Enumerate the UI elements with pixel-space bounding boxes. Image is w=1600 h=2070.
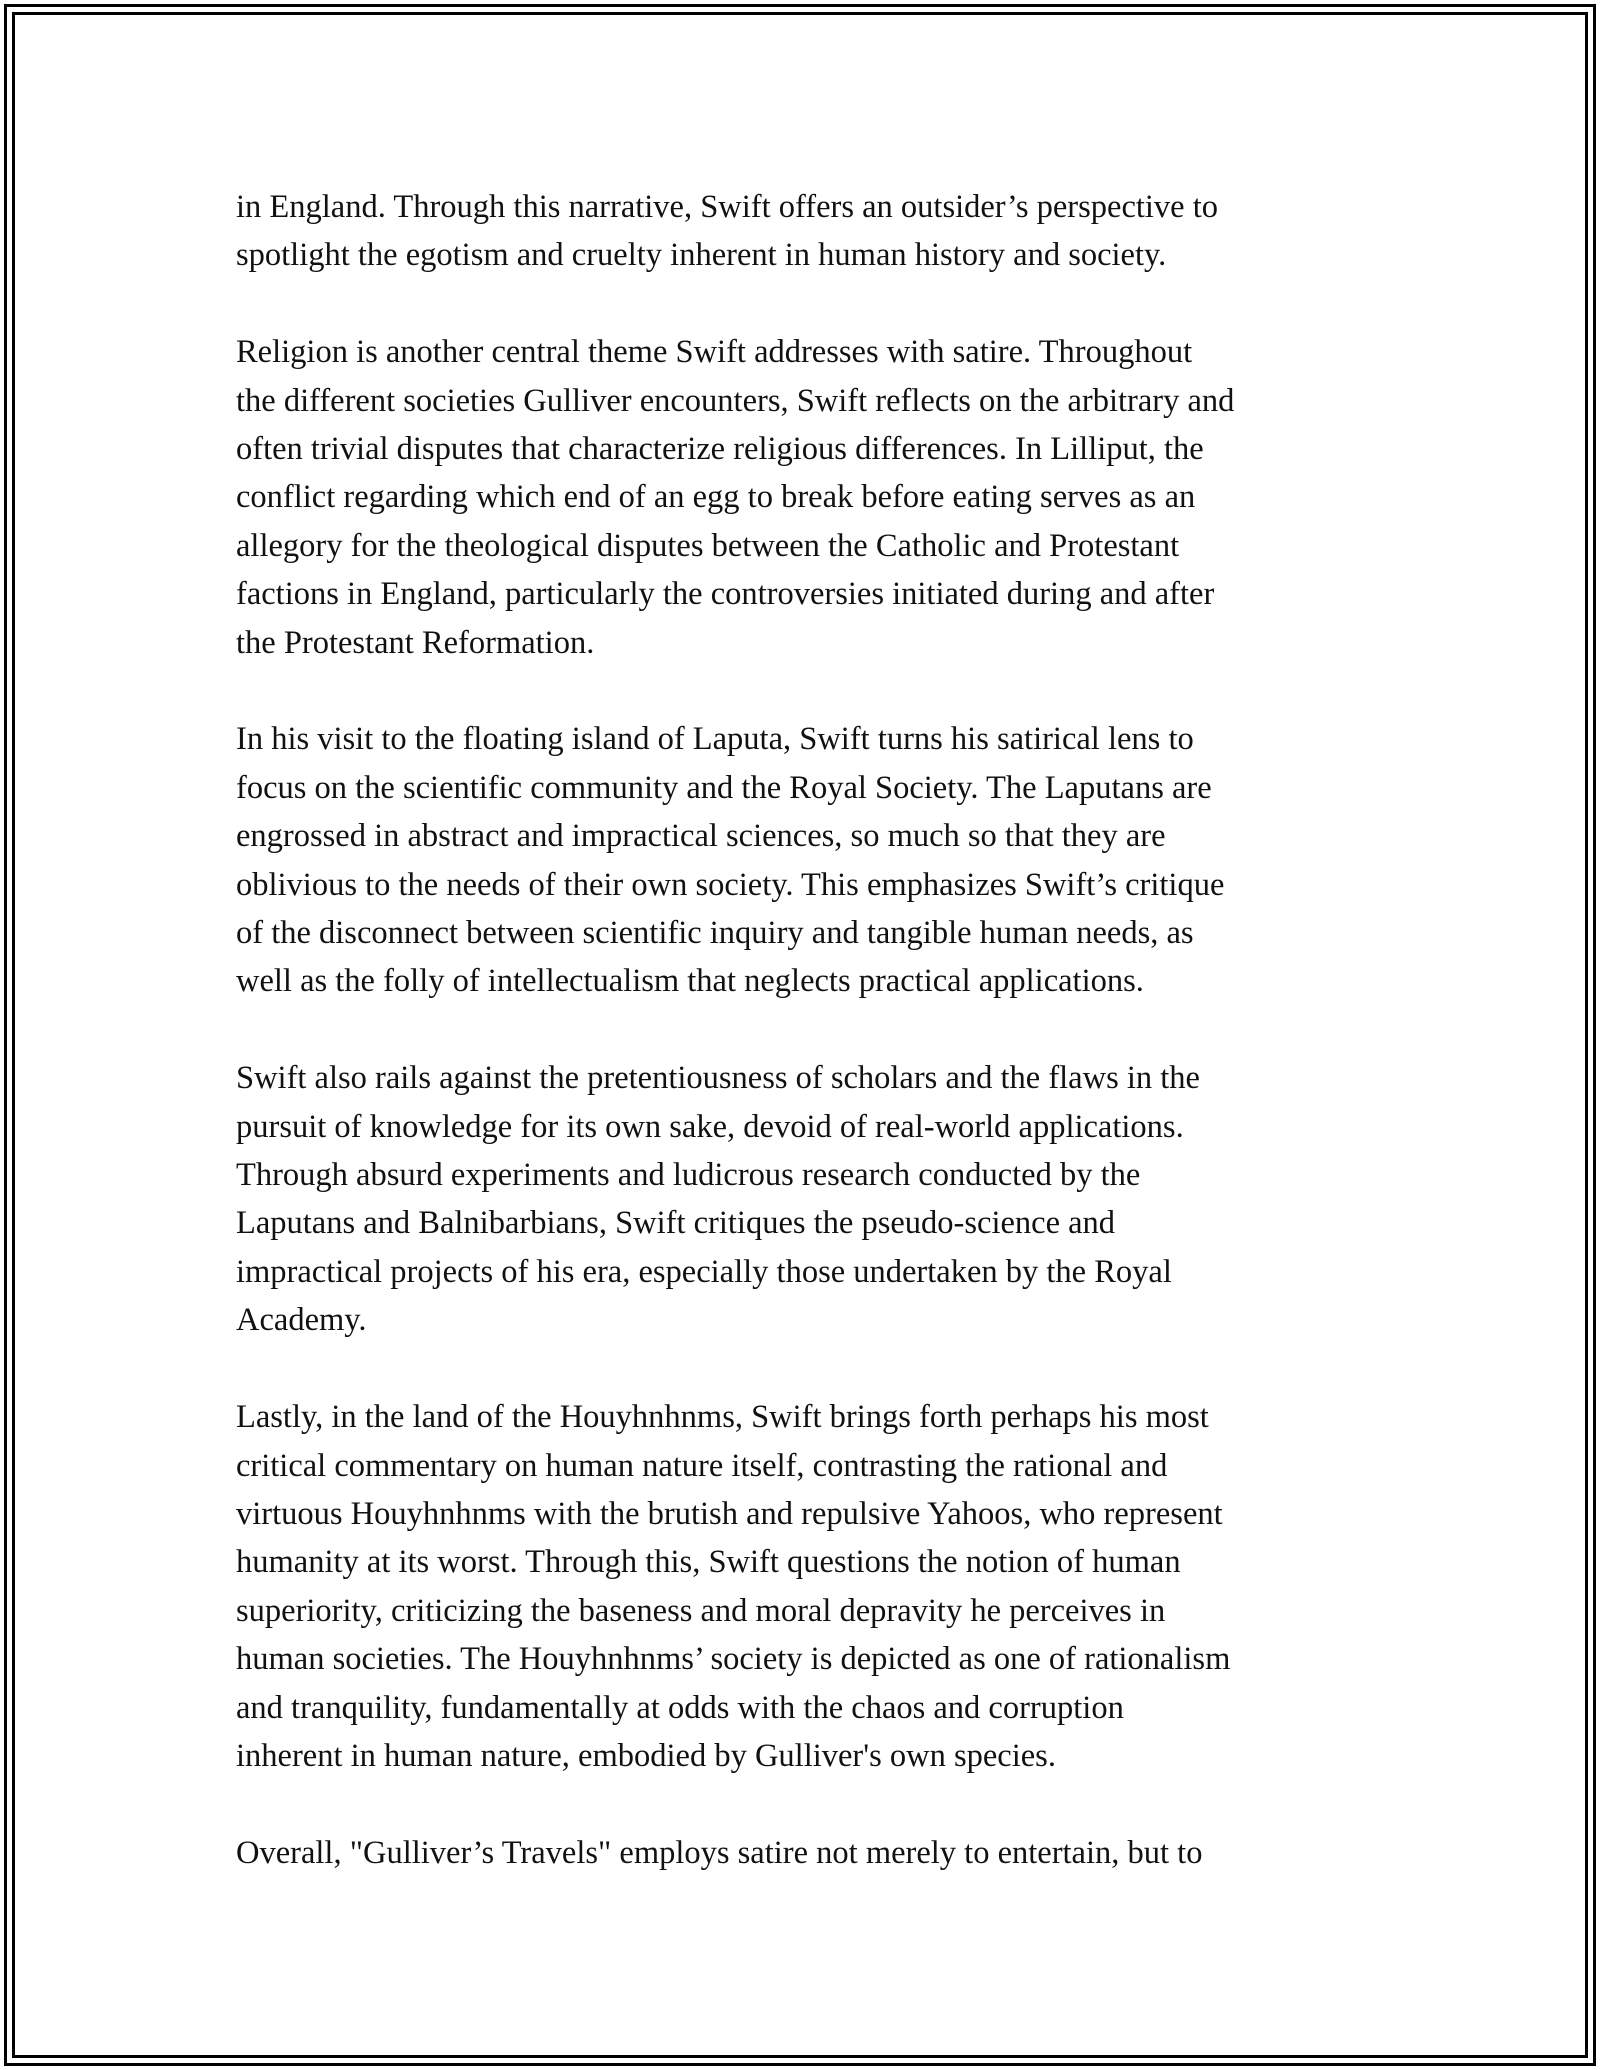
text-line: Swift also rails against the pretentiousness of scholars and the flaws in the: [236, 1060, 1200, 1097]
paragraph-4: [236, 1054, 1386, 1344]
text-line: and tranquility, fundamentally at odds with the chaos and corruption: [236, 1689, 1124, 1726]
text-line: well as the folly of intellectualism that neglects practical applications.: [236, 963, 1144, 1000]
text-line: of the disconnect between scientific inquiry and tangible human needs, as: [236, 915, 1194, 952]
text-line: inherent in human nature, embodied by Gulliver's own species.: [236, 1737, 1056, 1774]
text-line: impractical projects of his era, especially those undertaken by the Royal: [236, 1253, 1172, 1290]
text-line: allegory for the theological disputes between the Catholic and Protestant: [236, 527, 1180, 564]
text-line: factions in England, particularly the controversies initiated during and after: [236, 576, 1215, 613]
text-line: Lastly, in the land of the Houyhnhnms, Swift brings forth perhaps his most: [236, 1399, 1209, 1436]
text-line: Religion is another central theme Swift addresses with satire. Throughout: [236, 334, 1193, 371]
text-line: human societies. The Houyhnhnms’ society is depicted as one of rationalism: [236, 1641, 1231, 1678]
text-line: Academy.: [236, 1302, 367, 1339]
paragraph-6: [236, 1829, 1386, 1877]
text-line: virtuous Houyhnhnms with the brutish and repulsive Yahoos, who represent: [236, 1495, 1223, 1532]
text-line: the Protestant Reformation.: [236, 624, 595, 661]
text-line: the different societies Gulliver encounters, Swift reflects on the arbitrary and: [236, 382, 1235, 419]
text-line: engrossed in abstract and impractical sciences, so much so that they are: [236, 818, 1166, 855]
text-line: focus on the scientific community and the Royal Society. The Laputans are: [236, 769, 1212, 806]
document-body: [236, 183, 1386, 1877]
paragraph-3: [236, 715, 1386, 1005]
text-line: critical commentary on human nature itself, contrasting the rational and: [236, 1447, 1168, 1484]
text-line: oblivious to the needs of their own society. This emphasizes Swift’s critique: [236, 866, 1225, 903]
text-line: Overall, "Gulliver’s Travels" employs satire not merely to entertain, but to: [236, 1834, 1203, 1871]
text-line: often trivial disputes that characterize religious differences. In Lilliput, the: [236, 431, 1204, 468]
text-line: spotlight the egotism and cruelty inherent in human history and society.: [236, 237, 1167, 274]
paragraph-2: [236, 328, 1386, 667]
text-line: In his visit to the floating island of Laputa, Swift turns his satirical lens to: [236, 721, 1194, 758]
paragraph-1: [236, 183, 1386, 280]
text-line: Laputans and Balnibarbians, Swift critiques the pseudo-science and: [236, 1205, 1116, 1242]
text-line: Through absurd experiments and ludicrous research conducted by the: [236, 1157, 1141, 1194]
text-line: conflict regarding which end of an egg to break before eating serves as an: [236, 479, 1196, 516]
text-line: humanity at its worst. Through this, Swift questions the notion of human: [236, 1544, 1181, 1581]
text-line: pursuit of knowledge for its own sake, devoid of real-world applications.: [236, 1108, 1184, 1145]
text-line: in England. Through this narrative, Swift offers an outsider’s perspective to: [236, 189, 1219, 225]
paragraph-5: [236, 1393, 1386, 1780]
text-line: superiority, criticizing the baseness and moral depravity he perceives in: [236, 1592, 1166, 1629]
